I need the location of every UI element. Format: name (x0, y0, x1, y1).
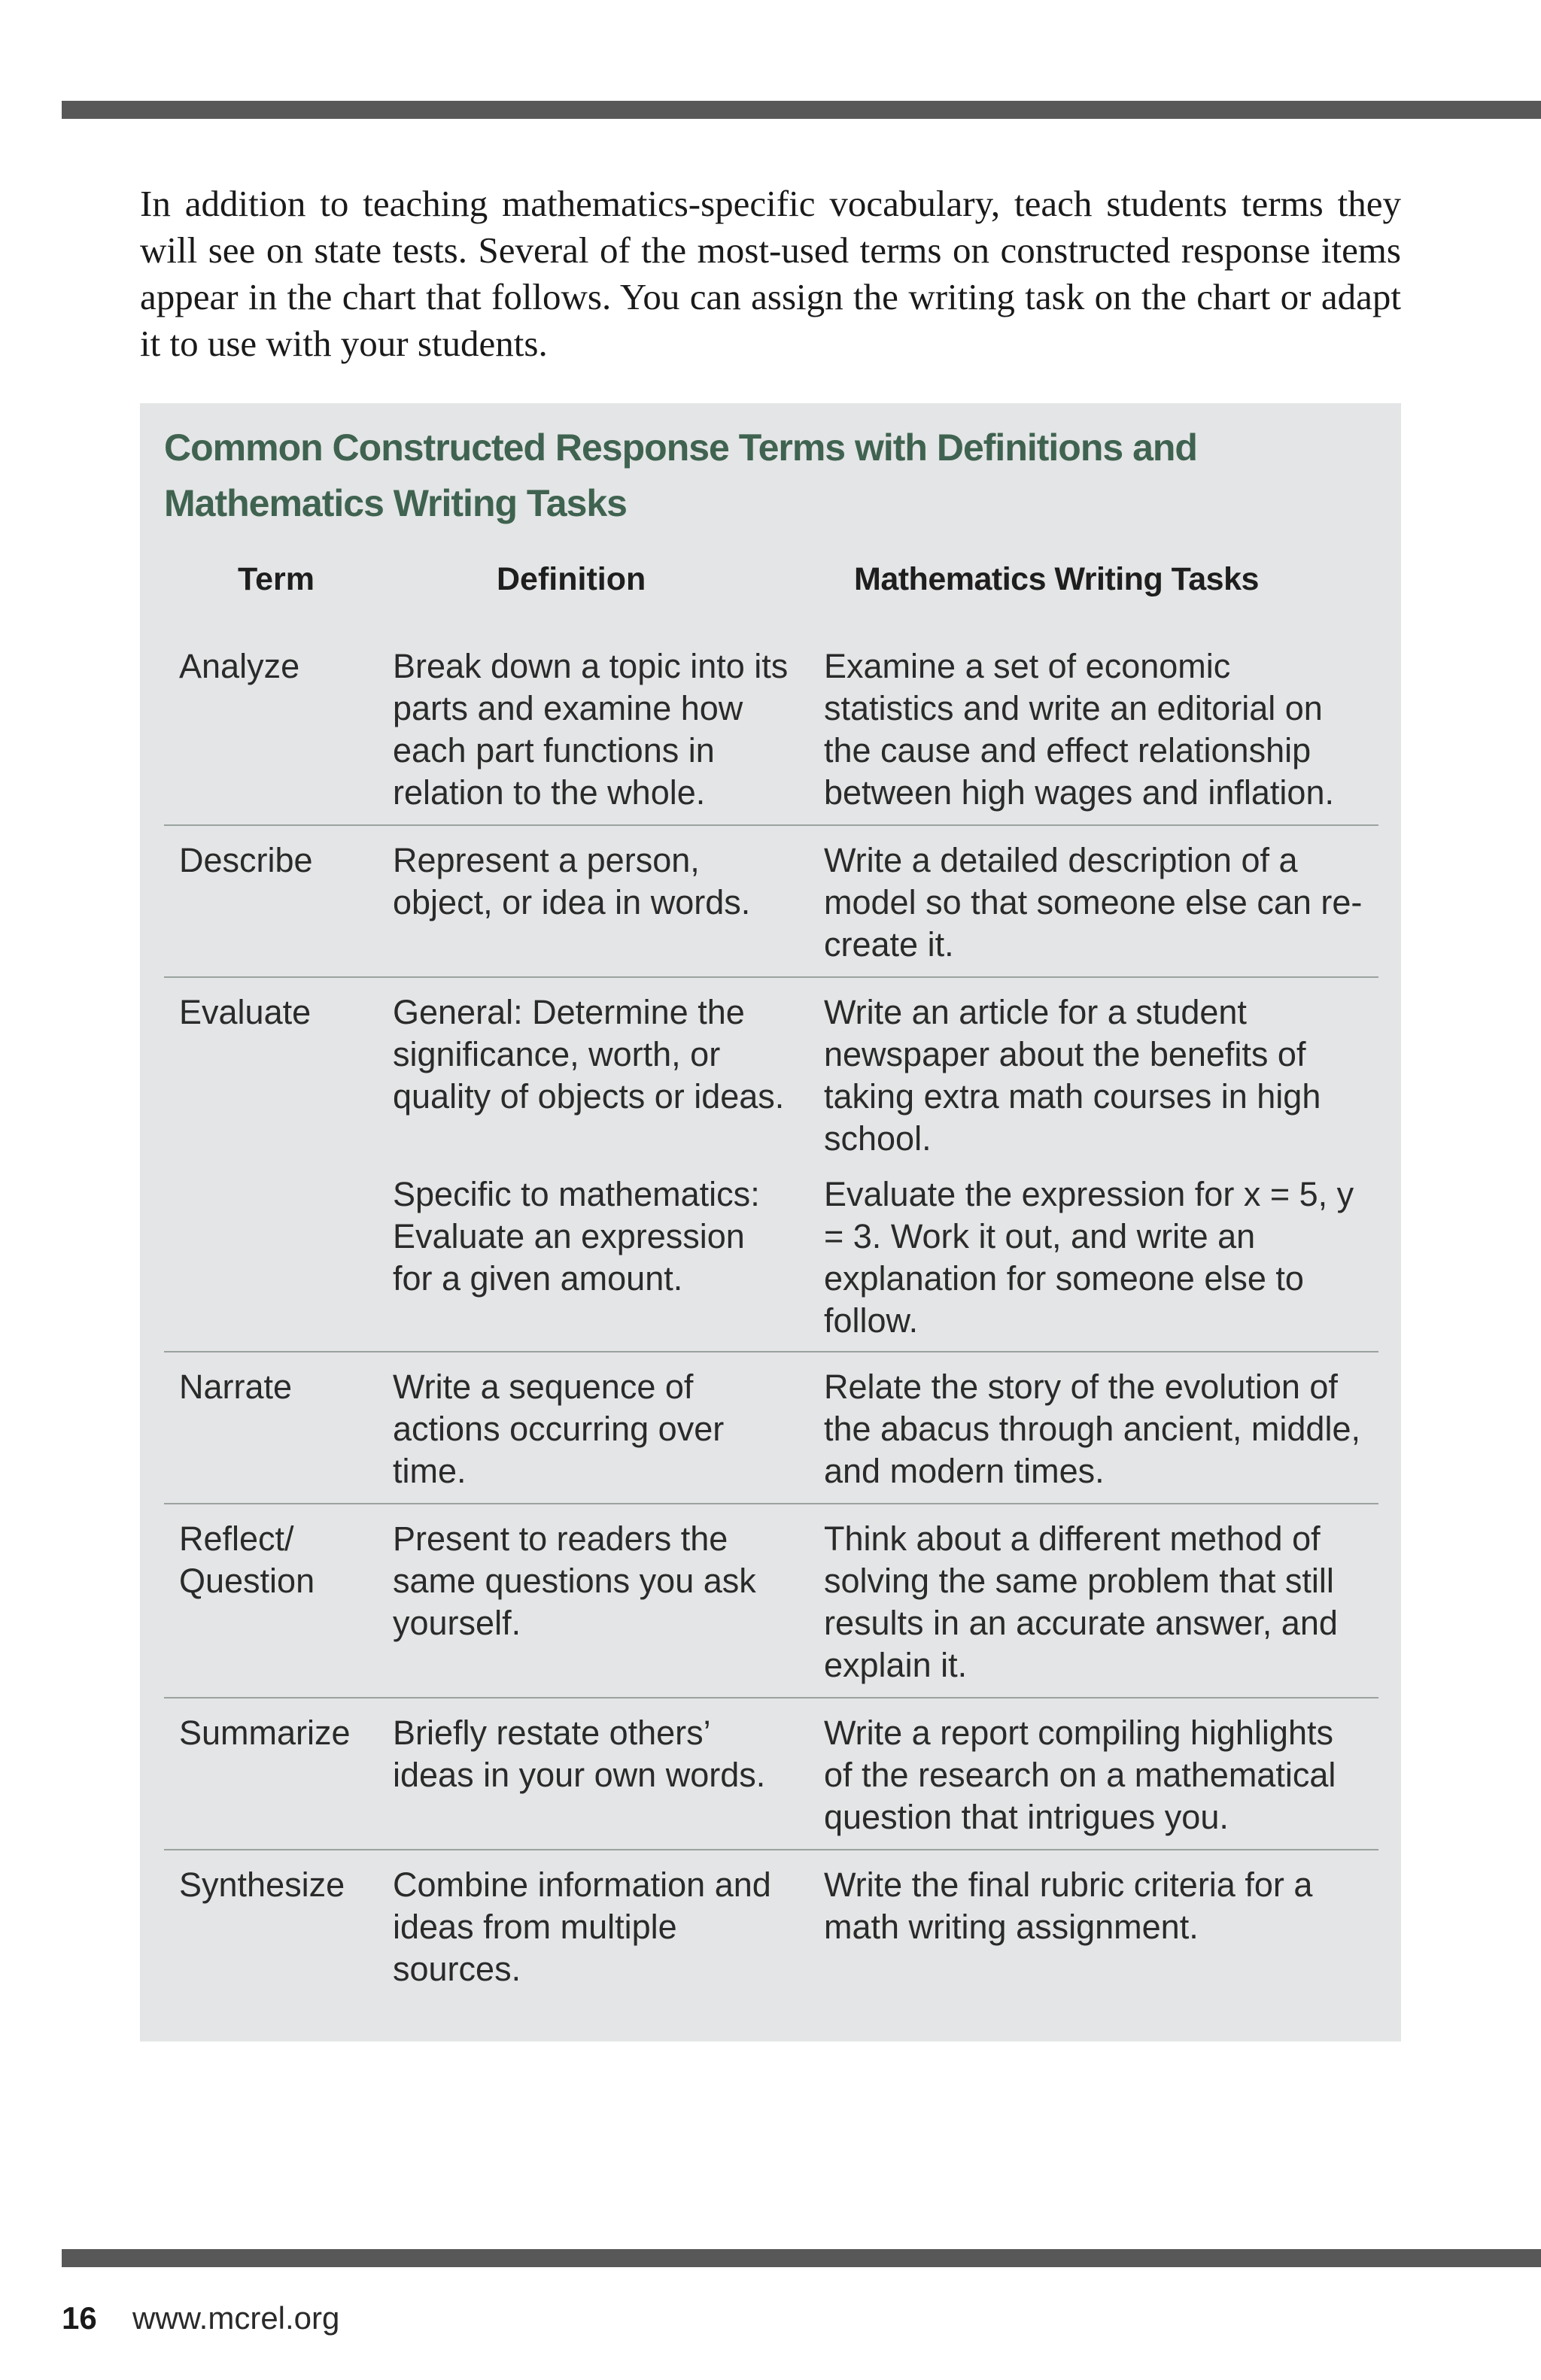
table-header-row (164, 558, 1378, 615)
term-cell: Evaluate (179, 993, 312, 1031)
definition-cell: Combine information and ideas from multiple sources. (393, 1865, 771, 1988)
table-row (164, 1850, 1378, 2001)
task-cell: Write the final rubric criteria for a math writing assignment. (824, 1865, 1313, 1946)
table-row (164, 615, 1378, 825)
term-cell: Describe (179, 841, 313, 879)
header-task: Mathematics Writing Tasks (854, 561, 1259, 597)
top-rule (62, 101, 1541, 119)
definition-label: General: (393, 993, 523, 1031)
table-row (164, 1504, 1378, 1698)
header-term: Term (238, 561, 315, 597)
definition-cell (393, 1170, 803, 1352)
table-row (164, 825, 1378, 977)
term-cell (164, 1170, 393, 1352)
term-cell: Synthesize (179, 1865, 345, 1904)
intro-paragraph: In addition to teaching mathematics-specific vocabulary, teach students terms they will see on state tests. Several of the most-used terms on constructed response items appear in the chart that follows. You can assign the writing task on the chart or adapt it to use with your students. (140, 183, 1401, 364)
table-row (164, 1170, 1378, 1352)
task-cell: Write a report compiling highlights of the research on a mathematical question that intrigues you. (824, 1714, 1336, 1836)
bottom-rule (62, 2249, 1541, 2267)
definition-text: : Evaluate an expression for a given amount. (393, 1175, 760, 1298)
terms-table (164, 558, 1378, 2001)
definition-cell: Present to readers the same questions you ask yourself. (393, 1519, 756, 1642)
task-cell: Relate the story of the evolution of the abacus through ancient, middle, and modern times. (824, 1368, 1360, 1490)
definition-cell: Write a sequence of actions occurring over time. (393, 1368, 725, 1490)
definition-cell: Briefly restate others’ ideas in your own words. (393, 1714, 766, 1794)
chart-title-line-2: Mathematics Writing Tasks (164, 482, 627, 524)
task-cell: Examine a set of economic statistics and write an editorial on the cause and effect relationship between high wages and inflation. (824, 647, 1334, 812)
table-row (164, 977, 1378, 1170)
terms-chart (140, 403, 1401, 2042)
table-row (164, 1352, 1378, 1504)
definition-text: Determine the significance, worth, or quality of objects or ideas. (393, 993, 785, 1116)
site-url: www.mcrel.org (132, 2300, 340, 2336)
task-cell: Evaluate the expression for x = 5, y = 3. Work it out, and write an explanation for someone else to follow. (824, 1175, 1354, 1340)
term-cell: Summarize (179, 1714, 351, 1752)
term-cell: Reflect/ Question (179, 1519, 315, 1600)
task-cell: Write a detailed description of a model so that someone else can re-create it. (824, 841, 1363, 964)
header-definition: Definition (497, 561, 646, 597)
chart-title-line-1: Common Constructed Response Terms with Definitions and (164, 427, 1197, 469)
term-cell: Analyze (179, 647, 300, 685)
task-cell: Think about a different method of solving the same problem that still results in an accurate answer, and explain it. (824, 1519, 1338, 1684)
definition-cell: Represent a person, object, or idea in words. (393, 841, 751, 921)
table-row (164, 1698, 1378, 1850)
definition-label: Specific to mathematics (393, 1175, 751, 1213)
task-cell: Write an article for a student newspaper about the benefits of taking extra math courses in high school. (824, 993, 1321, 1158)
term-cell: Narrate (179, 1368, 293, 1406)
definition-cell: Break down a topic into its parts and examine how each part functions in relation to the whole. (393, 647, 789, 812)
chart-title (164, 420, 1338, 531)
definition-cell (393, 977, 803, 1170)
page-number: 16 (62, 2300, 97, 2336)
